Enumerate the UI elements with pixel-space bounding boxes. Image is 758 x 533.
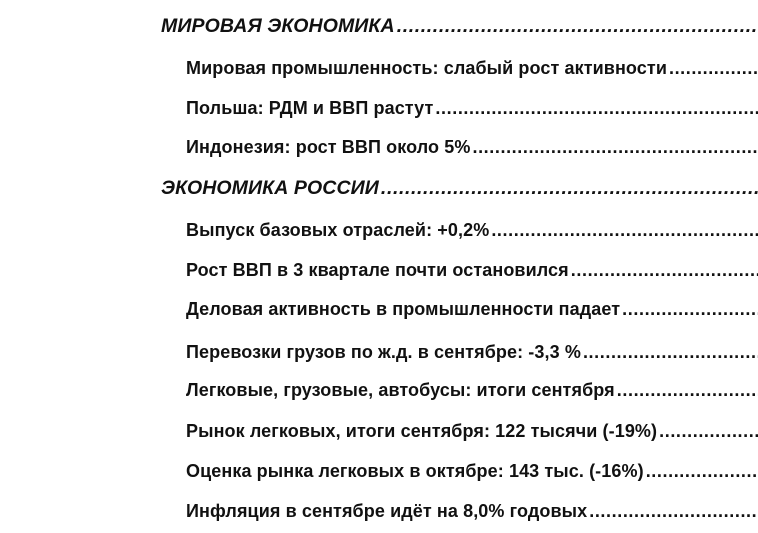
dot-leader: [659, 421, 758, 442]
toc-item-title: Инфляция в сентябре идёт на 8,0% годовых: [186, 500, 588, 521]
toc-item-title: Польша: РДМ и ВВП растут: [186, 97, 434, 118]
toc-item-title: Легковые, грузовые, автобусы: итоги сентября: [186, 379, 615, 400]
toc-item[interactable]: [186, 53, 758, 83]
toc-item-title: Перевозки грузов по ж.д. в сентябре: -3,3 %: [186, 341, 581, 362]
dot-leader: [435, 98, 758, 119]
toc-item[interactable]: [186, 416, 758, 446]
toc-item[interactable]: [186, 215, 758, 245]
dot-leader: [646, 461, 758, 482]
toc-section-world-economy[interactable]: [161, 11, 758, 41]
dot-leader: [381, 177, 758, 200]
toc-item[interactable]: [186, 93, 758, 123]
toc-item-title: Мировая промышленность: слабый рост активности: [186, 57, 667, 78]
toc-section-russian-economy[interactable]: [161, 173, 758, 203]
toc-section-title: МИРОВАЯ ЭКОНОМИКА: [161, 14, 395, 37]
dot-leader: [472, 137, 758, 158]
toc-item-title: Оценка рынка легковых в октябре: 143 тыс. (-16%): [186, 460, 644, 481]
dot-leader: [397, 15, 758, 38]
toc-item-title: Индонезия: рост ВВП около 5%: [186, 136, 471, 157]
dot-leader: [491, 220, 758, 241]
toc-item[interactable]: [186, 375, 758, 405]
dot-leader: [571, 260, 758, 281]
toc-item-title: Рост ВВП в 3 квартале почти остановился: [186, 259, 569, 280]
toc-item[interactable]: [186, 294, 758, 324]
toc-section-title: ЭКОНОМИКА РОССИИ: [161, 176, 379, 199]
toc-item[interactable]: [186, 337, 758, 367]
toc-item[interactable]: [186, 496, 758, 526]
dot-leader: [589, 501, 758, 522]
toc-item[interactable]: [186, 255, 758, 285]
toc-item-title: Выпуск базовых отраслей: +0,2%: [186, 219, 490, 240]
toc-item[interactable]: [186, 456, 758, 486]
dot-leader: [583, 342, 758, 363]
toc-item-title: Рынок легковых, итоги сентября: 122 тысячи (-19%): [186, 420, 658, 441]
dot-leader: [622, 299, 758, 320]
dot-leader: [669, 58, 758, 79]
dot-leader: [617, 380, 758, 401]
toc-item-title: Деловая активность в промышленности падает: [186, 298, 621, 319]
toc-item[interactable]: [186, 132, 758, 162]
